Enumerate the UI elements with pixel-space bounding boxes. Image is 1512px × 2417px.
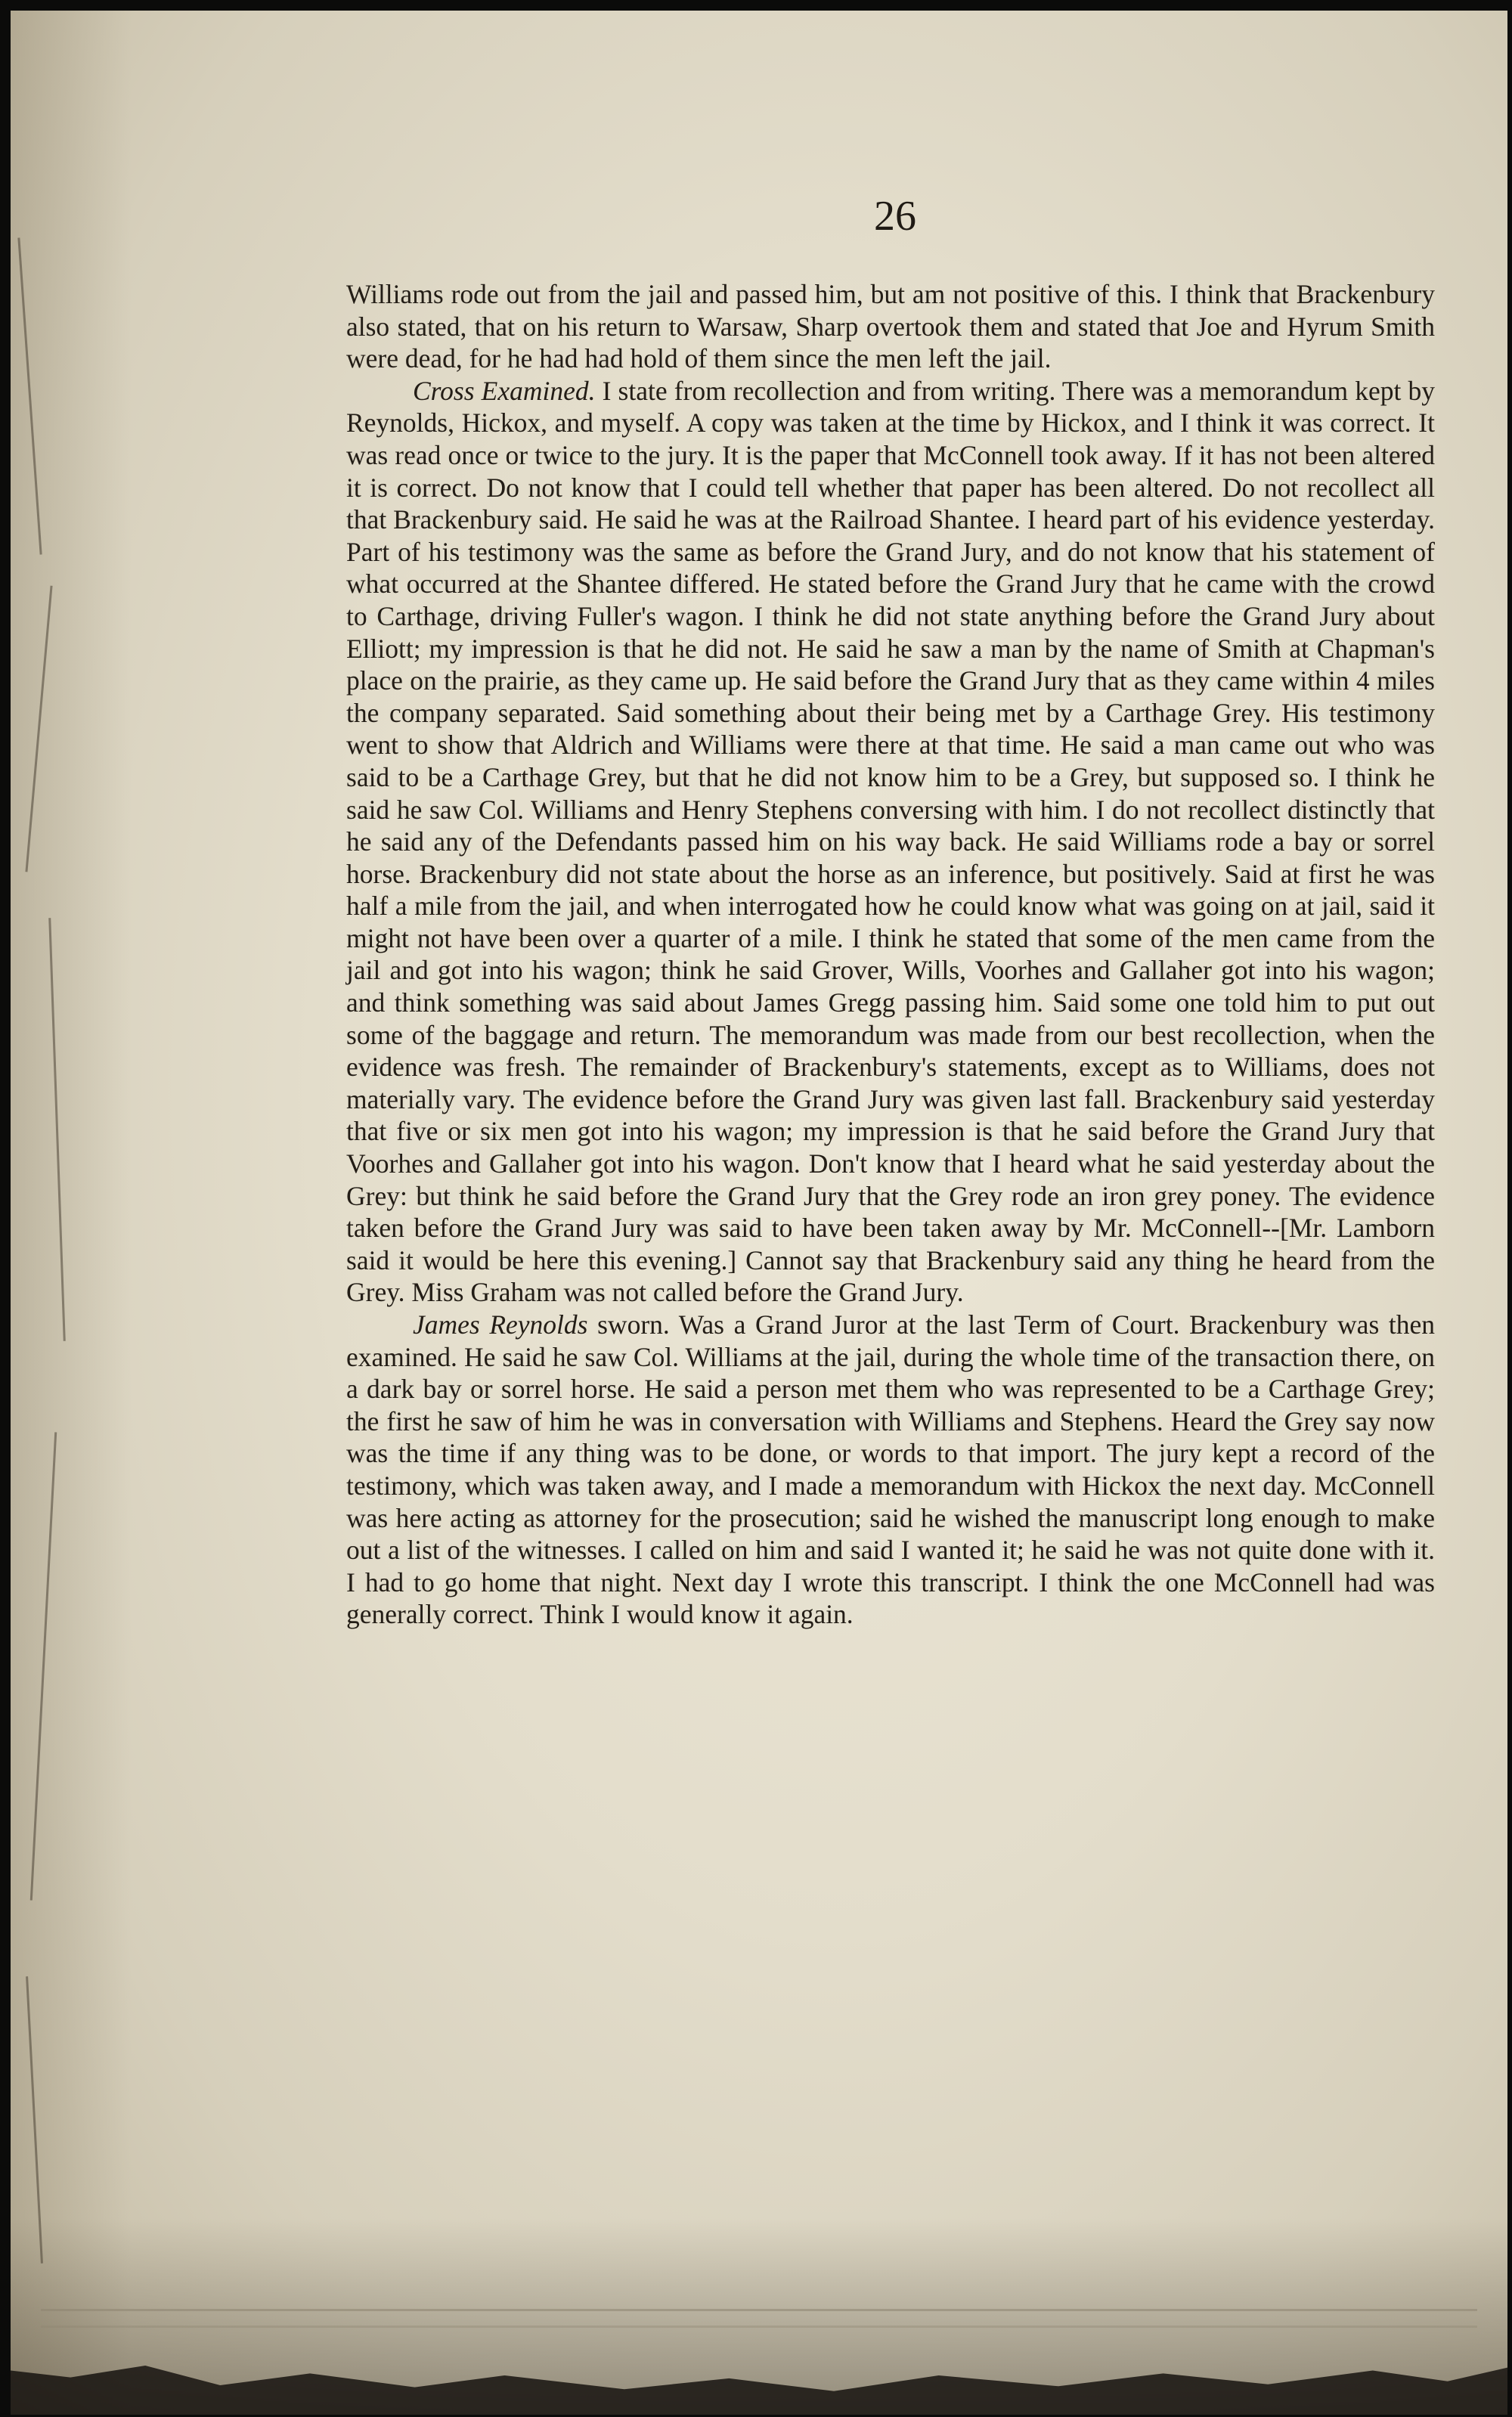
speaker-name: James Reynolds: [413, 1309, 588, 1340]
paragraph-text: I state from recollection and from writing. There was a memorandum kept by Reynolds, Hickox, and myself. A copy was taken at the time by Hickox, and I think it was correct. It was read once or twice to the jury. It is the paper that McConnell took away. If it has not been altered it is correct. Do not know that I could tell whether that paper has been altered. Do not recollect all that Brackenbury said. He said he was at the Railroad Shantee. I heard part of his evidence yesterday. Part of his testimony was the same as before the Grand Jury, and do not know that his statement of what occurred at the Shantee differed. He stated before the Grand Jury that he came with the crowd to Carthage, driving Fuller's wagon. I think he did not state anything before the Grand Jury about Elliott; my impression is that he did not. He said he saw a man by the name of Smith at Chapman's place on the prairie, as they came up. He said before the Grand Jury that as they came within 4 miles the company separated. Said something about their being met by a Carthage Grey. His testimony went to show that Aldrich and Williams were there at that time. He said a man came out who was said to be a Carthage Grey, but that he did not know him to be a Grey, but supposed so. I think he said he saw Col. Williams and Henry Stephens conversing with him. I do not recollect distinctly that he said any of the Defendants passed him on his way back. He said Williams rode a bay or sorrel horse. Brackenbury did not state about the horse as an inference, but positively. Said at first he was half a mile from the jail, and when interrogated how he could know what was going on at jail, said it might not have been over a quarter of a mile. I think he stated that some of the men came from the jail and got into his wagon; think he said Grover, Wills, Voorhes and Gallaher got into his wagon; and think something was said about James Gregg passing him. Said some one told him to put out some of the baggage and return. The memorandum was made from our best recollection, when the evidence was fresh. The remainder of Brackenbury's statements, except as to Williams, does not materially vary. The evidence before the Grand Jury was given last fall. Brackenbury said yesterday that five or six men got into his wagon; my impression is that he said before the Grand Jury that Voorhes and Gallaher got into his wagon. Don't know that I heard what he said yesterday about the Grey: but think he said before the Grand Jury that the Grey rode an iron grey poney. The evidence taken before the Grand Jury was said to have been taken away by Mr. McConnell--[Mr. Lamborn said it would be here this evening.] Cannot say that Brackenbury said any thing he heard from the Grey. Miss Graham was not called before the Grand Jury.: [346, 375, 1435, 1308]
paragraph: [346, 1309, 1435, 1631]
paragraph-lead: [596, 376, 603, 406]
document-page: [11, 11, 1507, 2415]
page-number: 26: [874, 193, 916, 240]
paragraph-text: Was a Grand Juror at the last Term of Court. Brackenbury was then examined. He said he saw Col. Williams at the jail, during the whole time of the transaction there, on a dark bay or sorrel horse. He said a person met them who was represented to be a Carthage Grey; the first he saw of him he was in conversation with Williams and Stephens. Heard the Grey say now was the time if any thing was to be done, or words to that import. The jury kept a record of the testimony, which was taken away, and I made a memorandum with Hickox the next day. McConnell was here acting as attorney for the prosecution; said he wished the manuscript long enough to make out a list of the witnesses. I called on him and said I wanted it; he said he was not quite done with it. I had to go home that night. Next day I wrote this transcript. I think the one McConnell had was generally correct. Think I would know it again.: [346, 1309, 1436, 1630]
fold-line: [41, 2309, 1477, 2311]
body-text: [346, 278, 1435, 1631]
speaker-name: Cross Examined.: [413, 375, 596, 406]
paragraph-lead: sworn.: [587, 1309, 679, 1340]
fold-line: [41, 2326, 1477, 2328]
paragraph: [346, 375, 1435, 1309]
paragraph-text: Williams rode out from the jail and passed him, but am not positive of this. I think that Brackenbury also stated, that on his return to Warsaw, Sharp overtook them and stated that Joe and Hyrum Smith were dead, for he had had hold of them since the men left the jail.: [346, 279, 1435, 374]
paragraph: [346, 278, 1435, 375]
